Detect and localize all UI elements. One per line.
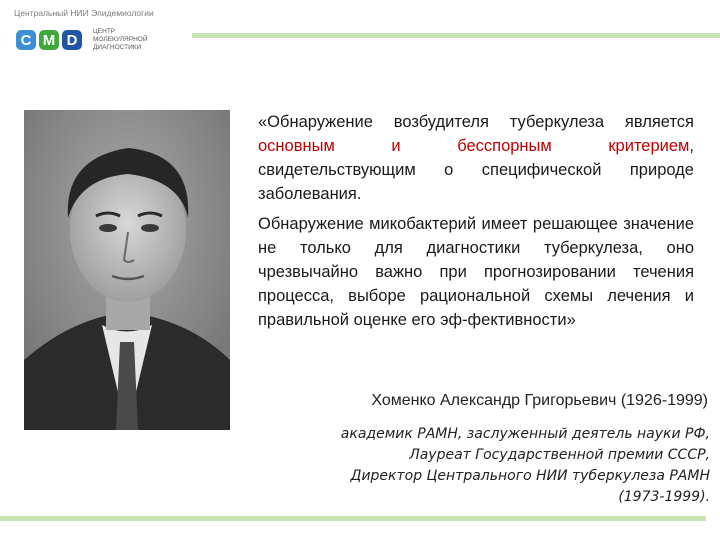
cmd-logo: [16, 28, 148, 52]
header-accent-line: [192, 33, 720, 38]
logo-letter-m: M: [39, 30, 59, 50]
portrait-photo: [24, 110, 230, 430]
quote-paragraph-1: [258, 110, 694, 206]
portrait-illustration: [24, 110, 230, 430]
author-name: Хоменко Александр Григорьевич (1926-1999): [371, 392, 708, 409]
logo-subtitle: [93, 28, 148, 52]
logo-sub-line: ДИАГНОСТИКИ: [93, 44, 142, 51]
quote-highlight: основным и бесспорным критерием: [258, 137, 690, 155]
logo-letter-c: C: [16, 30, 36, 50]
logo-letter-d: D: [62, 30, 82, 50]
logo-sub-line: ЦЕНТР: [93, 28, 116, 35]
quote-text: , свидетельствующим о специфической природе заболевания.: [258, 137, 694, 203]
logo-sub-line: МОЛЕКУЛЯРНОЙ: [93, 36, 148, 43]
title-line: (1973-1999).: [618, 489, 710, 505]
quote-paragraph-2: Обнаружение микобактерий имеет решающее значение не только для диагностики туберкулеза, оно чрезвычайно важно при прогнозировании течения процесса, выборе рациональной схемы лечения и правильной оценке его эф-фективности»: [258, 215, 694, 329]
footer-accent-line: [0, 516, 706, 521]
quote-text: «Обнаружение возбудителя туберкулеза является: [258, 113, 694, 131]
quote-block: [258, 110, 694, 338]
title-line: Директор Центрального НИИ туберкулеза РАМН: [350, 468, 710, 484]
institute-name: Центральный НИИ Эпидемиологии: [14, 8, 154, 18]
author-titles: [341, 424, 710, 508]
title-line: Лауреат Государственной премии СССР,: [409, 447, 710, 463]
title-line: академик РАМН, заслуженный деятель науки РФ,: [340, 426, 710, 442]
